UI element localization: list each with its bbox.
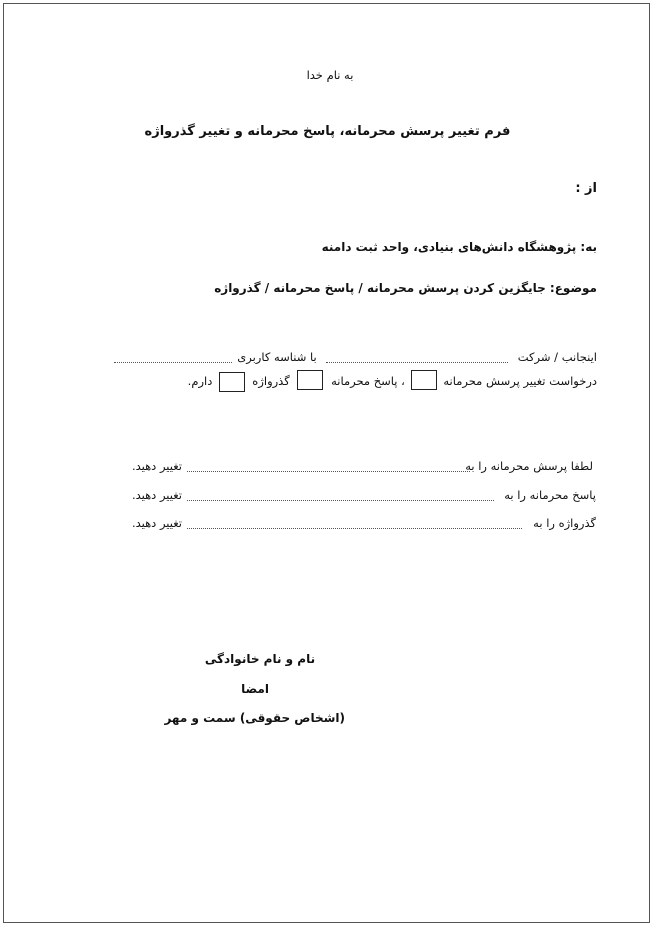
form-title: فرم تغییر پرسش محرمانه، پاسخ محرمانه و تغییر گذرواژه (144, 124, 511, 139)
name-label: نام و نام خانوادگی (204, 652, 316, 666)
new-answer-label: پاسخ محرمانه را به (504, 488, 596, 502)
request-end-label: دارم. (187, 374, 213, 388)
new-password-label: گذرواژه را به (533, 516, 596, 530)
applicant-label: اینجانب / شرکت (517, 350, 597, 364)
answer-checkbox[interactable] (297, 370, 323, 390)
request-label: درخواست تغییر پرسش محرمانه (443, 374, 597, 388)
applicant-name-field[interactable] (326, 362, 508, 363)
seal-label: (اشخاص حقوقی) سمت و مهر (164, 711, 345, 725)
new-answer-field[interactable] (187, 500, 494, 501)
from-label: از : (575, 181, 597, 196)
new-password-suffix: تغییر دهید. (131, 516, 182, 530)
answer-option-label: ، پاسخ محرمانه (331, 374, 405, 388)
subject-label: موضوع: جایگزین کردن پرسش محرمانه / پاسخ محرمانه / گذرواژه (214, 281, 597, 295)
new-answer-suffix: تغییر دهید. (131, 488, 182, 502)
question-checkbox[interactable] (411, 370, 437, 390)
password-option-label: گذرواژه (252, 374, 290, 388)
new-question-field[interactable] (187, 471, 470, 472)
user-id-field[interactable] (114, 362, 232, 363)
password-checkbox[interactable] (219, 372, 245, 392)
new-password-field[interactable] (187, 528, 522, 529)
new-question-label: لطفا پرسش محرمانه را به (465, 459, 593, 473)
new-question-suffix: تغییر دهید. (131, 459, 182, 473)
to-label: به: پژوهشگاه دانش‌های بنیادی، واحد ثبت دامنه (321, 240, 597, 254)
basmala: به نام خدا (306, 68, 354, 82)
signature-label: امضا (241, 682, 269, 696)
user-id-label: با شناسه کاربری (237, 350, 317, 364)
